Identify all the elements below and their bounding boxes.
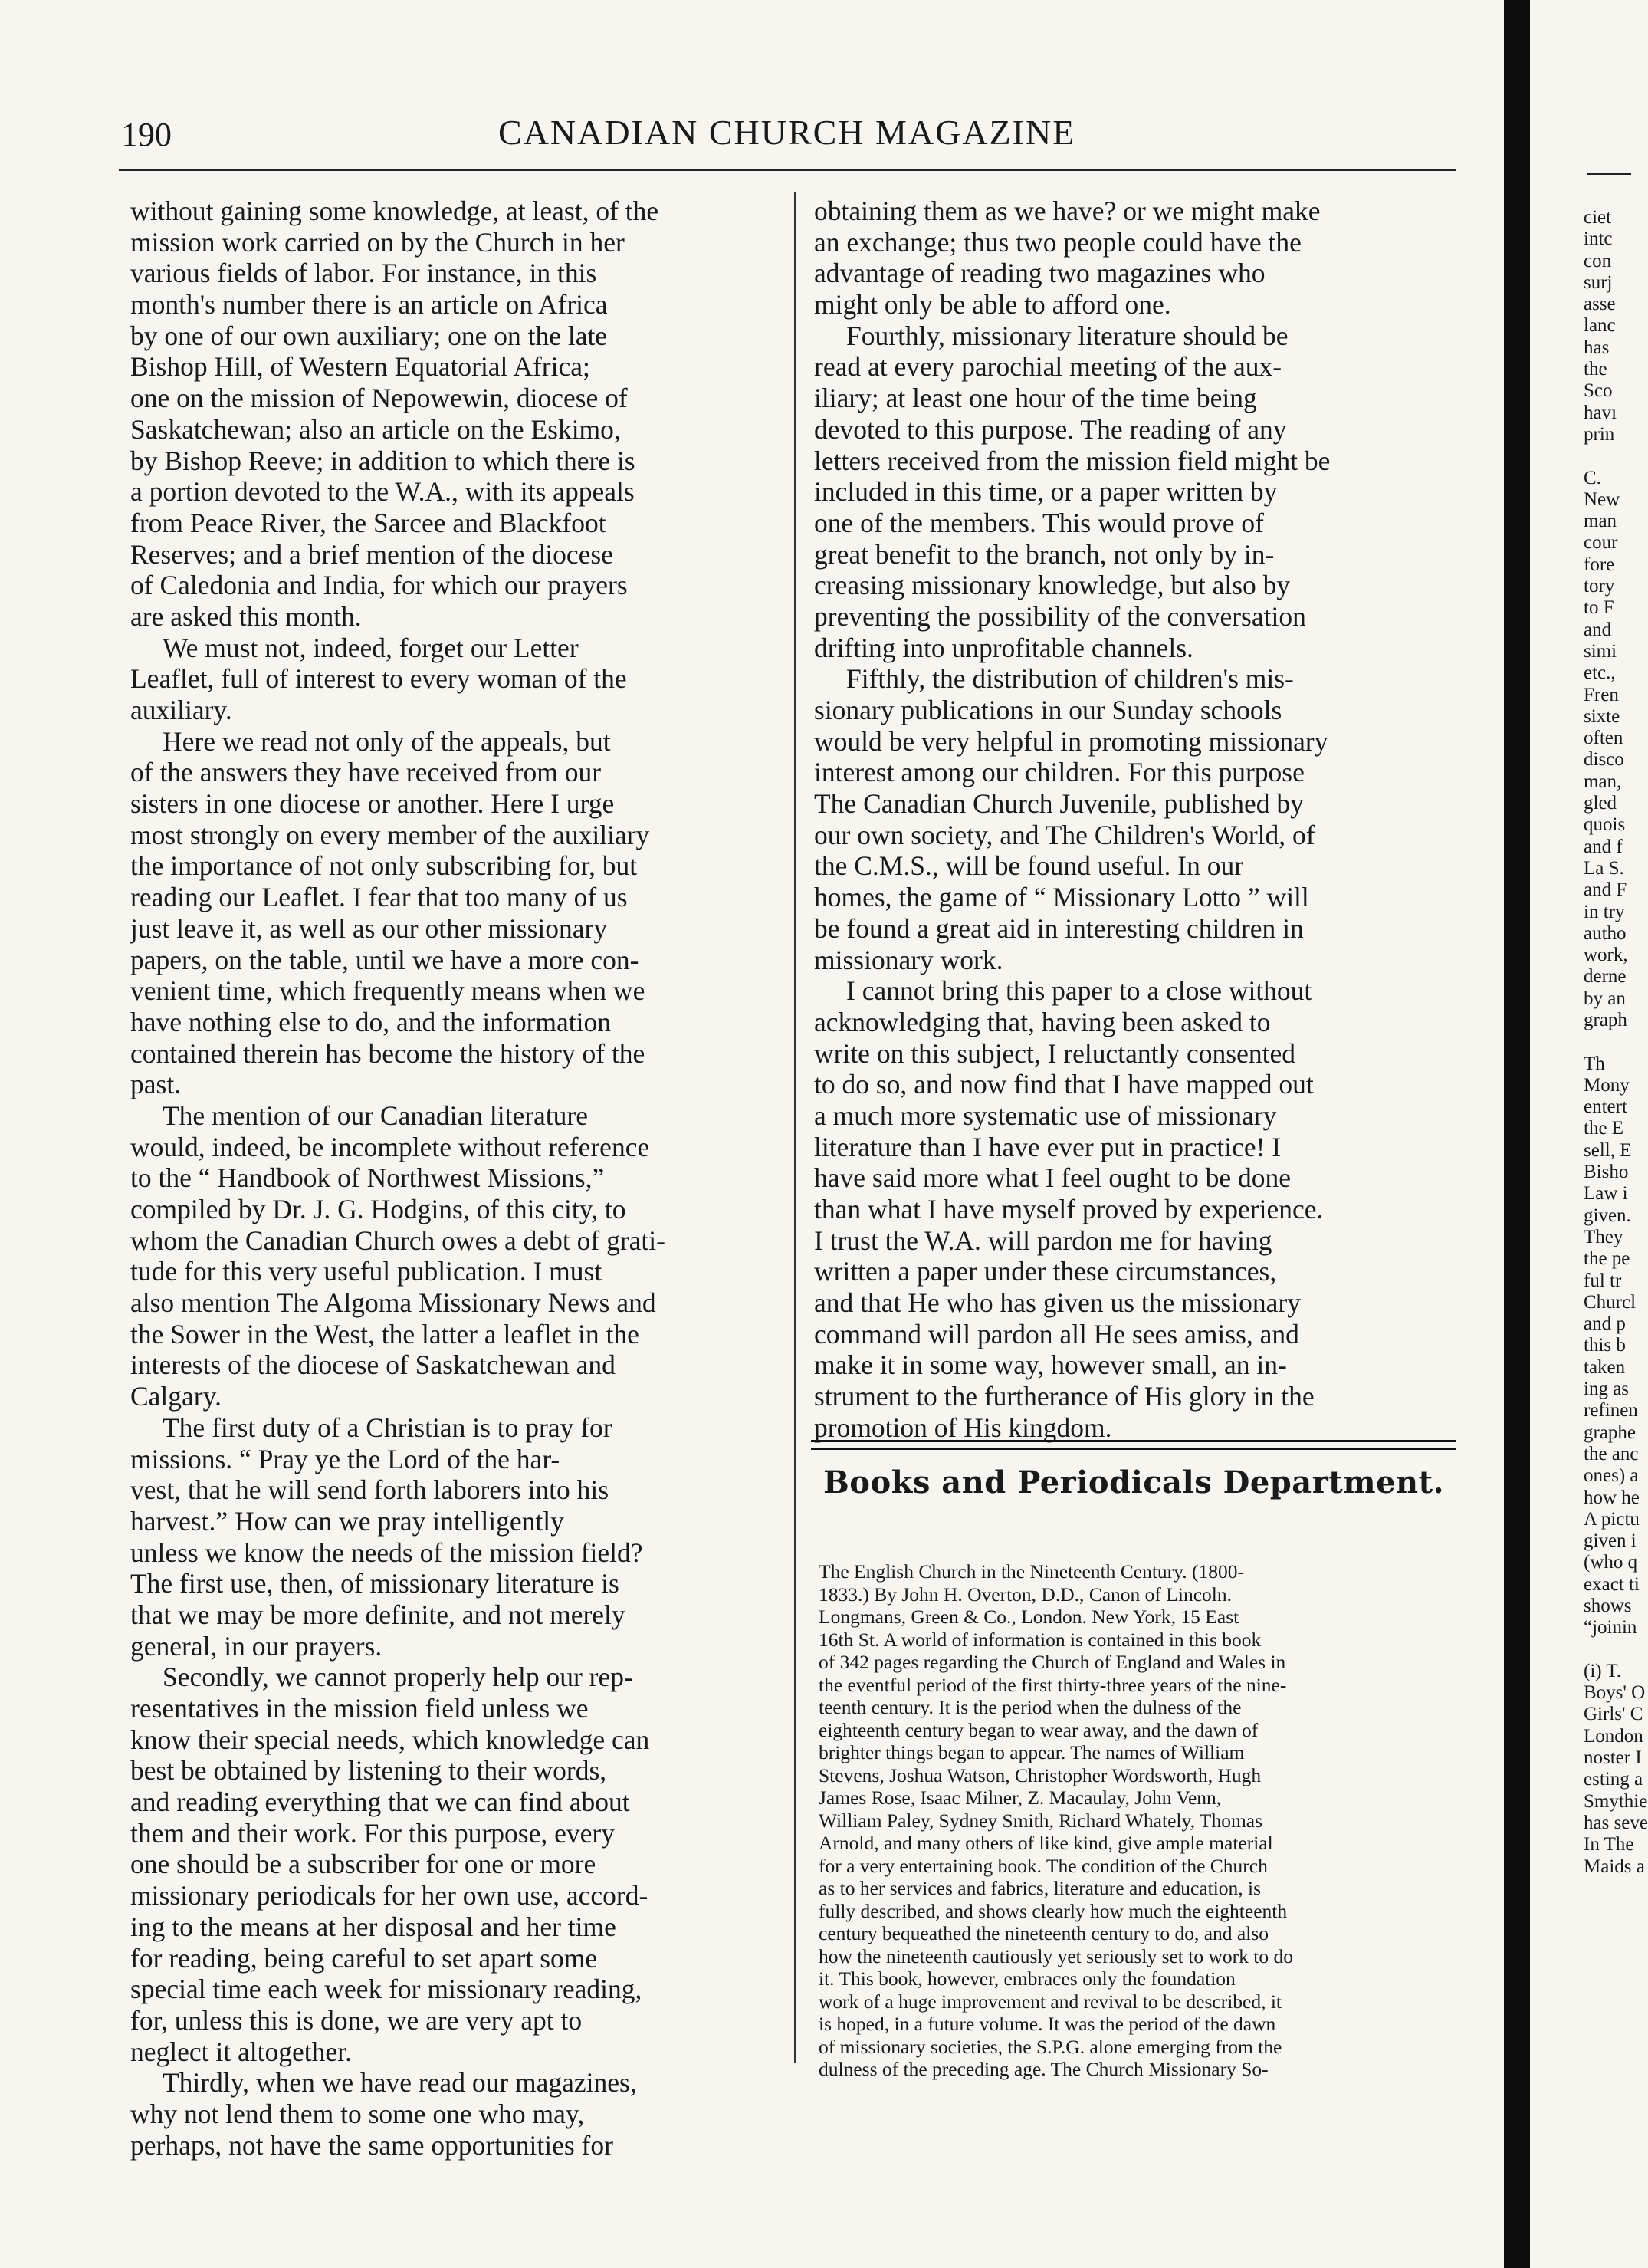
review-line: how the nineteenth cautiously yet seriously set to work to do [819, 1944, 1293, 1967]
fragment-line: derne [1584, 966, 1627, 988]
page-number: 190 [121, 116, 172, 153]
text-line: Thirdly, when we have read our magazines, [163, 2067, 637, 2099]
fragment-line: simi [1584, 640, 1617, 662]
fragment-line: by an [1584, 988, 1626, 1009]
fragment-line: work, [1584, 945, 1628, 966]
text-line: Leaflet, full of interest to every woman of the [130, 663, 627, 695]
fragment-line: etc., [1584, 662, 1616, 684]
text-line: of the answers they have received from our [130, 757, 602, 788]
fragment-line: “joinin [1584, 1617, 1637, 1639]
section-rule-top [811, 1440, 1456, 1442]
fragment-line: graphe [1584, 1422, 1637, 1443]
text-line: just leave it, as well as our other missionary [130, 912, 608, 944]
text-line: the importance of not only subscribing for, but [130, 850, 638, 882]
text-line: Here we read not only of the appeals, but [163, 725, 611, 757]
text-line: Secondly, we cannot properly help our rep- [163, 1662, 633, 1693]
text-line: homes, the game of “ Missionary Lotto ” will [814, 882, 1309, 913]
review-line: of missionary societies, the S.P.G. alone emerging from the [819, 2035, 1282, 2058]
text-line: interests of the diocese of Saskatchewan and [130, 1349, 616, 1381]
text-line: included in this time, or a paper written by [814, 476, 1278, 508]
text-line: advantage of reading two magazines who [814, 258, 1266, 289]
fragment-line: havı [1584, 402, 1617, 423]
text-line: and that He who has given us the missionary [814, 1287, 1301, 1319]
text-line: acknowledging that, having been asked to [814, 1006, 1271, 1037]
fragment-line: refinen [1584, 1400, 1638, 1422]
fragment-line: sell, E [1584, 1139, 1632, 1161]
text-line: command will pardon all He sees amiss, and [814, 1318, 1299, 1349]
fragment-line: In The [1584, 1834, 1634, 1855]
review-line: William Paley, Sydney Smith, Richard Whately, Thomas [819, 1809, 1263, 1832]
text-line: also mention The Algoma Missionary News and [130, 1287, 656, 1319]
text-line: whom the Canadian Church owes a debt of grati- [130, 1224, 665, 1256]
review-line: James Rose, Isaac Milner, Z. Macaulay, John Venn, [819, 1786, 1222, 1809]
text-line: that we may be more definite, and not merely [130, 1599, 625, 1630]
review-line: 1833.) By John H. Overton, D.D., Canon of Lincoln. [819, 1583, 1232, 1606]
fragment-line: noster I [1584, 1747, 1642, 1769]
fragment-line: London [1584, 1725, 1643, 1747]
text-line: by Bishop Reeve; in addition to which there is [130, 445, 635, 476]
fragment-line: and f [1584, 836, 1623, 857]
fragment-line: Smythie [1584, 1790, 1648, 1812]
text-line: We must not, indeed, forget our Letter [163, 632, 579, 663]
text-line: iliary; at least one hour of the time being [814, 383, 1257, 414]
text-line: literature than I have ever put in practice! I [814, 1131, 1282, 1162]
text-line: promotion of His kingdom. [814, 1412, 1112, 1443]
fragment-line: shows [1584, 1596, 1632, 1616]
fragment-line: the [1584, 359, 1607, 380]
fragment-line [1584, 445, 1631, 467]
review-line: for a very entertaining book. The condition of the Church [819, 1854, 1268, 1877]
fragment-line: lanc [1584, 315, 1616, 337]
fragment-line: often [1584, 728, 1623, 749]
review-line: Arnold, and many others of like kind, give ample material [819, 1832, 1273, 1854]
fragment-line: ones) a [1584, 1465, 1639, 1487]
text-line: a much more systematic use of missionary [814, 1099, 1277, 1131]
text-line: unless we know the needs of the mission field? [130, 1537, 643, 1568]
text-line: auxiliary. [130, 695, 232, 725]
middle-column [814, 196, 1456, 1444]
text-line: past. [130, 1069, 182, 1100]
text-line: Calgary. [130, 1381, 222, 1412]
text-line: month's number there is an article on Africa [130, 289, 608, 320]
text-line: for reading, being careful to set apart some [130, 1942, 598, 1974]
text-line: Bishop Hill, of Western Equatorial Africa; [130, 351, 590, 383]
text-line: than what I have myself proved by experience. [814, 1194, 1324, 1224]
review-line: of 342 pages regarding the Church of England and Wales in [819, 1651, 1286, 1673]
section-rule-bottom [811, 1448, 1456, 1450]
fragment-line: exact ti [1584, 1573, 1640, 1595]
fragment-line: Mony [1584, 1074, 1630, 1096]
adjacent-page-fragment [1584, 207, 1648, 1878]
text-line: I cannot bring this paper to a close without [846, 975, 1312, 1007]
fragment-line: con [1584, 250, 1612, 271]
fragment-line: They [1584, 1226, 1623, 1247]
fragment-line: Law i [1584, 1183, 1628, 1205]
text-line: know their special needs, which knowledge can [130, 1724, 650, 1755]
fragment-line: has [1584, 337, 1610, 358]
text-line: them and their work. For this purpose, every [130, 1817, 615, 1849]
review-line: is hoped, in a future volume. It was the period of the dawn [819, 2013, 1276, 2035]
text-line: ing to the means at her disposal and her time [130, 1911, 616, 1942]
text-line: one should be a subscriber for one or more [130, 1849, 596, 1880]
text-line: of Caledonia and India, for which our prayers [130, 570, 628, 601]
header-rule [119, 169, 1456, 171]
text-line: our own society, and The Children's World, of [814, 819, 1315, 850]
fragment-line: how he [1584, 1487, 1640, 1508]
fragment-line: Bisho [1584, 1162, 1629, 1183]
text-line: sionary publications in our Sunday schools [814, 695, 1282, 725]
text-line: neglect it altogether. [130, 2036, 352, 2067]
review-line: the eventful period of the first thirty-three years of the nine- [819, 1673, 1287, 1696]
fragment-line: Sco [1584, 380, 1613, 402]
text-line: for, unless this is done, we are very apt to [130, 2004, 583, 2036]
fragment-line: and p [1584, 1313, 1626, 1335]
fragment-line: Maids a [1584, 1855, 1645, 1877]
review-line: teenth century. It is the period when the dulness of the [819, 1696, 1242, 1718]
book-review [819, 1560, 1455, 2081]
text-line: vest, that he will send forth laborers into his [130, 1474, 609, 1506]
fragment-line: Girls' C [1584, 1704, 1643, 1725]
text-line: Fourthly, missionary literature should be [846, 320, 1289, 351]
text-line: be found a great aid in interesting children in [814, 912, 1304, 944]
fragment-line: disco [1584, 749, 1624, 771]
review-line: century bequeathed the nineteenth century to do, and also [819, 1922, 1269, 1944]
text-line: have said more what I feel ought to be done [814, 1162, 1292, 1194]
fragment-line: given i [1584, 1530, 1637, 1552]
text-line: to do so, and now find that I have mapped out [814, 1069, 1314, 1100]
text-line: the Sower in the West, the latter a leaflet in the [130, 1318, 639, 1349]
fragment-line: given. [1584, 1205, 1631, 1226]
text-line: general, in our prayers. [130, 1630, 382, 1662]
review-line: it. This book, however, embraces only the foundation [819, 1967, 1236, 1990]
fragment-line: surj [1584, 271, 1613, 293]
fragment-line: and F [1584, 879, 1627, 901]
fragment-line: graph [1584, 1009, 1627, 1030]
fragment-line: the anc [1584, 1443, 1639, 1464]
text-line: devoted to this purpose. The reading of any [814, 413, 1287, 445]
text-line: from Peace River, the Sarcee and Blackfoot [130, 507, 606, 538]
binding-shadow [1504, 0, 1530, 2268]
text-line: contained therein has become the history of the [130, 1037, 645, 1069]
text-line: read at every parochial meeting of the aux- [814, 351, 1282, 383]
text-line: The first use, then, of missionary literature is [130, 1568, 619, 1599]
text-line: great benefit to the branch, not only by in- [814, 538, 1275, 570]
fragment-line: A pictu [1584, 1508, 1640, 1530]
fragment-line: has seve [1584, 1812, 1648, 1833]
section-heading: Books and Periodicals Department. [822, 1464, 1445, 1500]
fragment-line: autho [1584, 922, 1627, 944]
text-line: most strongly on every member of the auxiliary [130, 819, 650, 850]
left-column [130, 196, 782, 2161]
text-line: preventing the possibility of the conversation [814, 600, 1306, 632]
text-line: tude for this very useful publication. I must [130, 1256, 602, 1287]
text-line: one on the mission of Nepowewin, diocese of [130, 383, 628, 414]
text-line: to the “ Handbook of Northwest Missions,” [130, 1162, 605, 1194]
running-head: CANADIAN CHURCH MAGAZINE [498, 113, 1076, 152]
text-line: why not lend them to some one who may, [130, 2098, 585, 2129]
text-line: would be very helpful in promoting missionary [814, 725, 1328, 757]
text-line: one of the members. This would prove of [814, 507, 1264, 538]
fragment-line: intc [1584, 228, 1613, 250]
text-line: Saskatchewan; also an article on the Eskimo, [130, 413, 621, 445]
review-line: work of a huge improvement and revival to be described, it [819, 1990, 1282, 2013]
fragment-line: in try [1584, 901, 1625, 922]
text-line: make it in some way, however small, an in- [814, 1349, 1287, 1381]
text-line: would, indeed, be incomplete without reference [130, 1131, 650, 1162]
fragment-line: La S. [1584, 857, 1624, 879]
text-line: The Canadian Church Juvenile, published by [814, 788, 1304, 820]
text-line: papers, on the table, until we have a more con- [130, 944, 639, 975]
text-line: an exchange; thus two people could have the [814, 226, 1302, 258]
fragment-line: Boys' O [1584, 1682, 1646, 1704]
review-line: as to her services and fabrics, literature and education, is [819, 1877, 1262, 1899]
text-line: interest among our children. For this purpose [814, 757, 1305, 788]
fragment-line: cour [1584, 532, 1618, 554]
text-line: The mention of our Canadian literature [163, 1099, 588, 1131]
text-line: Fifthly, the distribution of children's mis- [846, 663, 1294, 695]
text-line: and reading everything that we can find about [130, 1786, 630, 1818]
text-line: perhaps, not have the same opportunities for [130, 2129, 613, 2161]
column-divider [794, 192, 796, 2063]
text-line: are asked this month. [130, 600, 362, 632]
text-line: obtaining them as we have? or we might make [814, 196, 1321, 226]
fragment-line: esting a [1584, 1769, 1643, 1790]
fragment-line: the E [1584, 1118, 1624, 1139]
text-line: have nothing else to do, and the information [130, 1006, 612, 1037]
fragment-line: (i) T. [1584, 1660, 1622, 1681]
text-line: resentatives in the mission field unless we [130, 1693, 589, 1724]
fragment-line [1584, 1031, 1631, 1053]
fragment-line: sixte [1584, 705, 1620, 727]
text-line: special time each week for missionary reading, [130, 1974, 642, 2005]
fragment-line: (who q [1584, 1552, 1638, 1573]
fragment-line: man, [1584, 771, 1622, 792]
review-line: Longmans, Green & Co., London. New York, 15 East [819, 1606, 1239, 1628]
fragment-line: taken [1584, 1356, 1626, 1378]
text-line: mission work carried on by the Church in her [130, 226, 625, 258]
fragment-line: gled [1584, 793, 1617, 814]
text-line: missions. “ Pray ye the Lord of the har- [130, 1443, 560, 1474]
fragment-line: asse [1584, 294, 1616, 315]
fragment-line: this b [1584, 1335, 1626, 1356]
fragment-line: to F [1584, 597, 1614, 619]
fragment-line: Th [1584, 1053, 1605, 1074]
text-line: write on this subject, I reluctantly consented [814, 1037, 1295, 1069]
text-line: various fields of labor. For instance, in this [130, 258, 597, 289]
fragment-line: tory [1584, 576, 1615, 597]
fragment-line: ciet [1584, 207, 1612, 228]
review-line: dulness of the preceding age. The Church Missionary So- [819, 2058, 1269, 2080]
fragment-line: ful tr [1584, 1270, 1622, 1291]
text-line: sisters in one diocese or another. Here I urge [130, 788, 615, 820]
fragment-line: ing as [1584, 1379, 1630, 1400]
text-line: the C.M.S., will be found useful. In our [814, 850, 1244, 882]
fragment-line: entert [1584, 1096, 1627, 1118]
text-line: compiled by Dr. J. G. Hodgins, of this city, to [130, 1194, 626, 1224]
fragment-line: prin [1584, 423, 1615, 445]
fragment-line: New [1584, 488, 1620, 510]
review-line: eighteenth century began to wear away, and the dawn of [819, 1718, 1259, 1741]
text-line: creasing missionary knowledge, but also by [814, 570, 1291, 601]
text-line: venient time, which frequently means when we [130, 975, 645, 1007]
text-line: harvest.” How can we pray intelligently [130, 1505, 564, 1537]
fragment-line: fore [1584, 554, 1615, 575]
text-line: I trust the W.A. will pardon me for having [814, 1224, 1272, 1256]
text-line: a portion devoted to the W.A., with its appeals [130, 476, 635, 508]
text-line: without gaining some knowledge, at least, of the [130, 196, 659, 226]
review-line: fully described, and shows clearly how much the eighteenth [819, 1899, 1288, 1922]
text-line: by one of our own auxiliary; one on the late [130, 320, 608, 351]
review-line: brighter things began to appear. The names of William [819, 1741, 1245, 1763]
text-line: Reserves; and a brief mention of the diocese [130, 538, 613, 570]
review-line: The English Church in the Nineteenth Century. (1800- [819, 1560, 1244, 1583]
text-line: The first duty of a Christian is to pray for [163, 1412, 612, 1443]
adjacent-page-rule [1587, 173, 1631, 175]
text-line: strument to the furtherance of His glory in the [814, 1381, 1315, 1412]
fragment-line: Churcl [1584, 1291, 1637, 1313]
text-line: best be obtained by listening to their words, [130, 1755, 607, 1786]
text-line: written a paper under these circumstances, [814, 1256, 1277, 1287]
review-line: Stevens, Joshua Watson, Christopher Wordsworth, Hugh [819, 1763, 1262, 1786]
fragment-line: and [1584, 619, 1612, 640]
fragment-line: Fren [1584, 684, 1619, 705]
fragment-line: quois [1584, 814, 1626, 836]
text-line: missionary periodicals for her own use, accord- [130, 1880, 648, 1911]
review-line: 16th St. A world of information is contained in this book [819, 1628, 1262, 1651]
text-line: might only be able to afford one. [814, 289, 1171, 320]
fragment-line: the pe [1584, 1248, 1630, 1270]
fragment-line: C. [1584, 467, 1601, 488]
text-line: missionary work. [814, 944, 1003, 975]
text-line: letters received from the mission field might be [814, 445, 1331, 476]
fragment-line: man [1584, 511, 1617, 532]
text-line: drifting into unprofitable channels. [814, 632, 1193, 663]
text-line: reading our Leaflet. I fear that too many of us [130, 882, 628, 913]
fragment-line [1584, 1639, 1631, 1661]
